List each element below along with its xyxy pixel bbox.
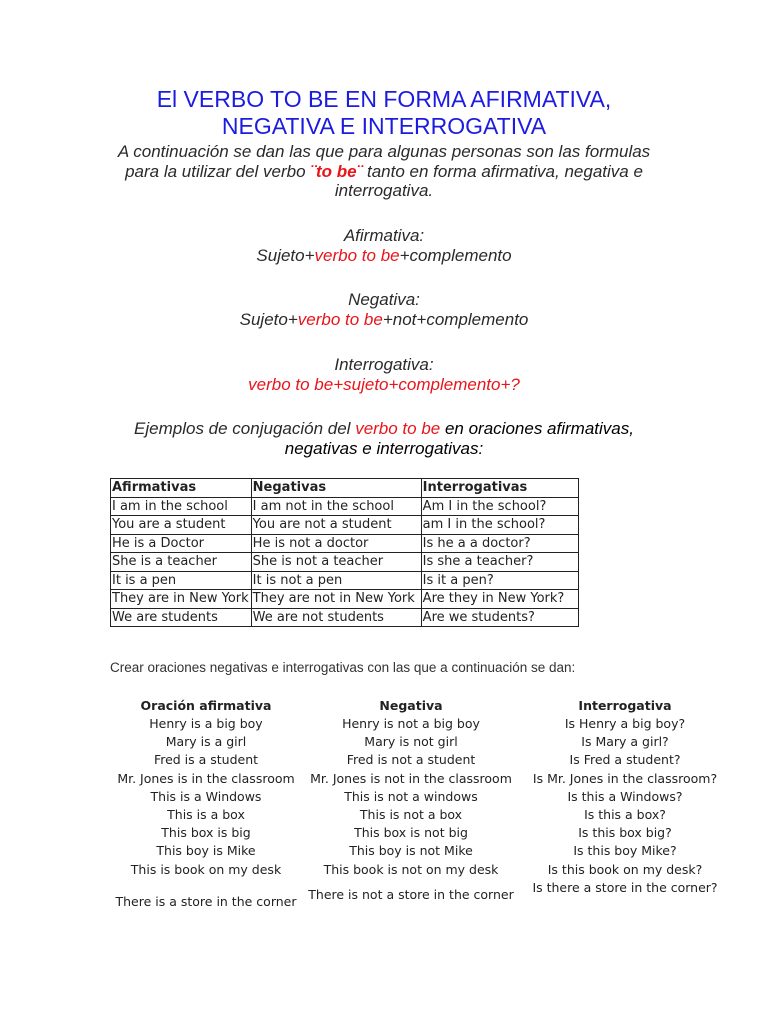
list-item: Is this a Windows? xyxy=(567,788,683,804)
list-item: Is there a store in the corner? xyxy=(532,879,718,895)
formula-verb: verbo to be xyxy=(297,310,383,329)
table-row xyxy=(111,608,579,627)
intro-paragraph xyxy=(100,142,668,201)
list-item: Is this a box? xyxy=(584,806,666,822)
table-cell: You are a student xyxy=(111,516,252,535)
list-item: There is a store in the corner xyxy=(115,893,297,909)
list-item: This is not a windows xyxy=(344,788,478,804)
list-item: This is a box xyxy=(167,806,245,822)
examples-heading xyxy=(60,419,708,459)
table-cell: I am in the school xyxy=(111,497,252,516)
table-header-row xyxy=(111,479,579,498)
list-item: Fred is not a student xyxy=(346,752,476,768)
table-cell: Is she a teacher? xyxy=(421,553,578,572)
column-header: Oración afirmativa xyxy=(140,698,272,713)
table-row xyxy=(111,497,579,516)
document-title xyxy=(0,86,768,140)
examples-line-1 xyxy=(60,419,708,439)
negative-section xyxy=(0,290,768,330)
list-item: Mary is a girl xyxy=(165,734,247,750)
list-item: Is Henry a big boy? xyxy=(564,716,686,731)
table-cell: We are not students xyxy=(251,608,421,627)
list-item: This boy is not Mike xyxy=(349,843,473,859)
negative-formula xyxy=(0,310,768,330)
list-item: This book is not on my desk xyxy=(323,861,499,877)
formula-verb: verbo to be xyxy=(314,246,400,265)
formula-subject: Sujeto+ xyxy=(239,310,298,329)
intro-text-1: A continuación se dan las que para algunas personas son las formulas para la utilizar del verbo xyxy=(117,142,651,181)
examples-text-2: en oraciones afirmativas, xyxy=(440,419,634,438)
table-row xyxy=(111,516,579,535)
list-item: Mr. Jones is not in the classroom xyxy=(310,770,512,786)
table-cell: We are students xyxy=(111,608,252,627)
list-item: Fred is a student xyxy=(153,752,259,768)
exercise-instruction: Crear oraciones negativas e interrogativas con las que a continuación se dan: xyxy=(110,660,576,675)
list-item: Is this boy Mike? xyxy=(573,843,677,859)
table-row xyxy=(111,571,579,590)
table-cell: I am not in the school xyxy=(251,497,421,516)
title-line-2: NEGATIVA E INTERROGATIVA xyxy=(221,113,547,139)
list-item: This is book on my desk xyxy=(130,861,282,877)
intro-text-2: tanto en forma afirmativa, negativa e interrogativa. xyxy=(334,161,643,200)
examples-line-2: negativas e interrogativas: xyxy=(284,439,484,458)
intro-quote-close: ¨ xyxy=(356,161,363,181)
formula-complement: +not+complemento xyxy=(382,310,529,329)
table-cell: Am I in the school? xyxy=(421,497,578,516)
examples-highlight: verbo to be xyxy=(355,419,441,438)
table-row xyxy=(111,590,579,609)
table-header-cell: Afirmativas xyxy=(111,479,252,498)
list-item: This is not a box xyxy=(359,806,463,822)
table-cell: They are in New York xyxy=(111,590,252,609)
table-cell: He is a Doctor xyxy=(111,534,252,553)
interrogative-sentences-column xyxy=(510,696,740,897)
list-item: This box is not big xyxy=(354,825,468,841)
affirmative-label: Afirmativa: xyxy=(343,226,425,245)
affirmative-formula xyxy=(0,246,768,266)
intro-highlight: to be xyxy=(315,161,357,181)
list-item: This is a Windows xyxy=(150,788,262,804)
formula-complement: +complemento xyxy=(399,246,512,265)
column-header: Negativa xyxy=(379,698,443,713)
list-item: Is Fred a student? xyxy=(569,752,681,768)
affirmative-sentences-column xyxy=(90,696,322,911)
list-item: This box is big xyxy=(161,825,251,841)
list-item: There is not a store in the corner xyxy=(308,886,514,902)
affirmative-section xyxy=(0,226,768,266)
interrogative-label: Interrogativa: xyxy=(334,355,434,374)
table-cell: She is not a teacher xyxy=(251,553,421,572)
list-item: Henry is a big boy xyxy=(149,716,263,731)
examples-text-1: Ejemplos de conjugación del xyxy=(134,419,356,438)
list-item: Is Mr. Jones in the classroom? xyxy=(532,770,718,786)
table-header-cell: Interrogativas xyxy=(421,479,578,498)
list-item: Mr. Jones is in the classroom xyxy=(117,770,295,786)
table-row xyxy=(111,553,579,572)
table-cell: Is he a a doctor? xyxy=(421,534,578,553)
list-item: Is this book on my desk? xyxy=(547,861,703,877)
list-item: Henry is not a big boy xyxy=(342,716,480,731)
table-cell: Are they in New York? xyxy=(421,590,578,609)
negative-sentences-column xyxy=(296,696,526,904)
conjugation-table xyxy=(110,478,579,627)
table-cell: Are we students? xyxy=(421,608,578,627)
table-cell: They are not in New York xyxy=(251,590,421,609)
column-header: Interrogativa xyxy=(578,698,672,713)
formula-subject: Sujeto+ xyxy=(256,246,315,265)
list-item: Mary is not girl xyxy=(364,734,458,750)
table-cell: He is not a doctor xyxy=(251,534,421,553)
table-cell: She is a teacher xyxy=(111,553,252,572)
table-row xyxy=(111,534,579,553)
table-cell: It is a pen xyxy=(111,571,252,590)
table-header-cell: Negativas xyxy=(251,479,421,498)
title-line-1: El VERBO TO BE EN FORMA AFIRMATIVA, xyxy=(156,86,612,112)
list-item: Is Mary a girl? xyxy=(581,734,669,750)
intro-quote-open: ¨ xyxy=(310,161,316,181)
negative-label: Negativa: xyxy=(348,290,420,309)
interrogative-formula: verbo to be+sujeto+complemento+? xyxy=(248,375,520,394)
table-cell: It is not a pen xyxy=(251,571,421,590)
table-cell: Is it a pen? xyxy=(421,571,578,590)
list-item: This boy is Mike xyxy=(156,843,256,859)
interrogative-section xyxy=(0,355,768,395)
list-item: Is this box big? xyxy=(578,825,672,841)
table-cell: am I in the school? xyxy=(421,516,578,535)
table-cell: You are not a student xyxy=(251,516,421,535)
